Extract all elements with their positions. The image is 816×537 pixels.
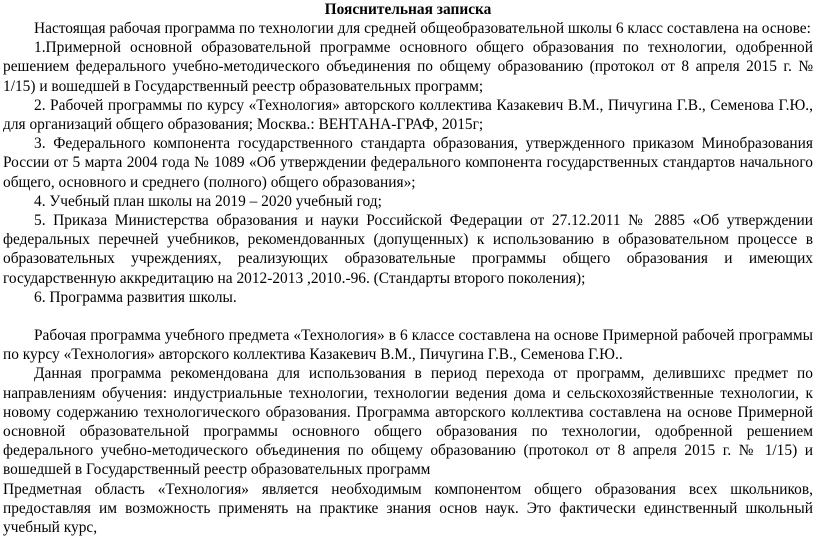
list-item-6: 6. Программа развития школы. <box>34 288 237 306</box>
document-title: Пояснительная записка <box>324 1 492 18</box>
list-item-4: 4. Учебный план школы на 2019 – 2020 учебный год; <box>34 192 382 210</box>
subject-area-paragraph: Предметная область «Технология» является необходимым компонентом общего образования всех школьников, предоставляя им возможность применять на практике знания основ наук. Это фактически единственный школьный учебный курс, <box>3 480 813 537</box>
list-item-5: 5. Приказа Министерства образования и науки Российской Федерации от 27.12.2011 № 2885 «Об утверждении федеральных перечней учебников, рекомендованных (допущенных) к использованию в образовательном процессе в образовательных учреждениях, реализующих образовательные программы общего образования и имеющих государственную аккредитацию на 2012-2013 ,2010.-96. (Стандарты второго поколения); <box>3 212 813 287</box>
list-item-1: 1.Примерной основной образовательной программе основного общего образования по технологии, одобренной решением федерального учебно-методического объединения по общему образованию (протокол от 8 апреля 2015 г. № 1/15) и вошедшей в Государственный реестр образовательных программ; <box>3 39 813 95</box>
intro-paragraph: Настоящая рабочая программа по технологии для средней общеобразовательной школы 6 класс составлена на основе: <box>34 20 811 37</box>
list-item-3: 3. Федерального компонента государственного стандарта образования, утвержденного приказом Минобразования России от 5 марта 2004 года № 1089 «Об утверждении федерального компонента государственных стандартов начального общего, основного и среднего (полного) общего образования»; <box>3 135 813 191</box>
document-page <box>0 1 816 537</box>
program-paragraph: Рабочая программа учебного предмета «Технология» в 6 классе составлена на основе Примерной рабочей программы по курсу «Технология» авторского коллектива Казакевич В.М., Пичугина Г.В., Семенова Г.Ю.. <box>3 327 813 364</box>
list-item-2: 2. Рабочей программы по курсу «Технология» авторского коллектива Казакевич В.М., Пичугина Г.В., Семенова Г.Ю., для организаций общего образования; Москва.: ВЕНТАНА-ГРАФ, 2015г; <box>3 96 813 134</box>
recommendation-paragraph: Данная программа рекомендована для использования в период перехода от программ, делившихс предмет по направлениям обучения: индустриальные технологии, технологии ведения дома и сельскохозяйственные технологии, к новому содержанию технологического образования. Программа авторского коллектива составлена на основе Примерной основной образовательной программы основного общего образования по технологии, одобренной решением федерального учебно-методического объединения по общему образованию (протокол от 8 апреля 2015 г. № 1/15) и вошедшей в Государственный реестр образовательных программ <box>3 365 813 479</box>
paragraph-spacer <box>3 307 813 326</box>
